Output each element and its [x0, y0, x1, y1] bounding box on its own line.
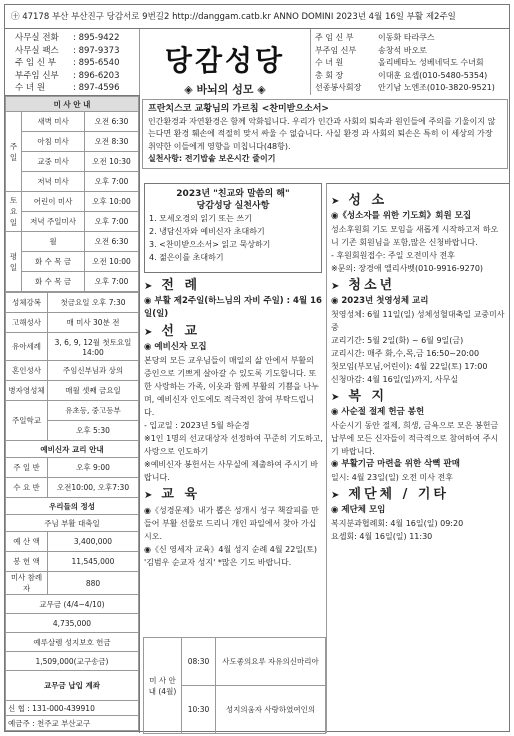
row-label: 미사 참례자 — [6, 572, 48, 595]
table-row — [6, 272, 139, 292]
youth-line: 첫모임(부모님,어린이): 4월 22일(토) 17:00 — [331, 362, 488, 371]
contact-value: : 896-6203 — [73, 70, 120, 81]
mass-time: 오후 7:00 — [85, 172, 139, 192]
table-row — [6, 313, 139, 333]
table-row — [6, 172, 139, 192]
table-row — [6, 132, 139, 152]
row-value: 첫금요일 오후 7:30 — [48, 293, 139, 313]
vocation-apply: - 후원회원접수: 주일 오전미사 전후 — [331, 251, 455, 260]
mass-group: 주일 — [6, 112, 22, 192]
mass-name: 저녁 미사 — [22, 172, 85, 192]
row-value: 오후 9:00 — [48, 458, 139, 478]
table-row — [6, 252, 139, 272]
mass-time: 오후 10:00 — [85, 192, 139, 212]
fund2-title: 예루살렘 성지보호 헌금 — [6, 633, 139, 652]
contact-info — [5, 29, 140, 95]
row-value: 유초등, 중고등부 — [48, 401, 139, 421]
arrow-icon: ➤ — [331, 490, 343, 501]
mass-time: 오전 6:30 — [85, 112, 139, 132]
row-label: 병자영성체 — [6, 381, 48, 401]
arrow-icon: ➤ — [331, 281, 343, 292]
table-row — [6, 572, 139, 595]
section-mission: ➤ 선 교 — [144, 324, 201, 339]
mass-name: 새벽 미사 — [22, 112, 85, 132]
table-row — [6, 232, 139, 252]
clergy-info — [310, 29, 509, 95]
account-line: 신 협 : 131-000-439910 — [6, 701, 139, 716]
mission-subtitle: ◉ 예비신자 모집 — [144, 342, 207, 352]
mass-name: 아침 미사 — [22, 132, 85, 152]
table-row — [6, 212, 139, 232]
youth-line: 교리시간: 매주 화,수,목,금 16:50~20:00 — [331, 349, 480, 358]
practice-subtitle: 당감성당 실천사항 — [196, 201, 270, 211]
practice-title: 2023년 "친교와 말씀의 해" — [176, 189, 290, 199]
teaching-body: 인간환경과 자연환경은 함께 악화됩니다. 우리가 인간과 사회의 퇴속과 원인들에 주의를 기울이지 않는다면 환경 훼손에 적절히 맞서 싸울 수 없습니다. 사실 환경 과 사회의 퇴손은 특히 이 세상의 가장 취약한 이들에게 영향을 미칩니다(48항). — [148, 116, 496, 151]
table-row — [6, 401, 139, 421]
arrow-icon: ➤ — [331, 392, 343, 403]
welfare-subtitle: ◉ 부활기금 마련을 위한 삭뼉 판매 — [331, 459, 460, 469]
mass-name: 화 수 목 금 — [22, 252, 85, 272]
row-value: 오전10:00, 오후7:30 — [48, 478, 139, 498]
mission-body: 본당의 모든 교우님들이 매일의 삶 안에서 부활의 증인으로 기쁘게 살아갈 수 있도록 기도합니다. 또한 사랑하는 가족, 이웃과 함께 부활의 기쁨을 나누며, 예비신자 인도에도 적극적인 참여 부탁드립니다. — [144, 356, 319, 417]
pope-teaching-box — [142, 99, 508, 169]
contact-value: : 897-4596 — [73, 83, 120, 93]
sacrament-table — [5, 292, 139, 731]
fund-value: 4,735,000 — [6, 614, 139, 633]
contact-label: 부주임 신부 — [15, 70, 59, 81]
intention-value: 사도좋의요루 자유의신마리아 — [216, 638, 326, 686]
mission-note: ※1인 1명의 선교대상자 선정하여 꾸준히 기도하고, 사랑으로 인도하기 — [144, 434, 323, 456]
table-row — [6, 293, 139, 313]
list-item: 1. 모세오경의 읽기 또는 쓰기 — [149, 214, 252, 223]
table-row — [6, 112, 139, 132]
catechumen-title: 예비신자 교리 안내 — [6, 441, 139, 458]
section-education: ➤ 교 육 — [144, 487, 201, 502]
mission-date: - 입교일 : 2023년 5월 하순경 — [144, 421, 250, 430]
mass-name: 교중 미사 — [22, 152, 85, 172]
arrow-icon: ➤ — [144, 327, 156, 338]
contact-label: 주 임 신 부 — [15, 58, 56, 68]
row-value: 오후 5:30 — [48, 421, 139, 441]
table-row — [6, 381, 139, 401]
section-organizations: ➤ 제단체 / 기타 — [331, 487, 449, 502]
mass-name: 어린이 미사 — [22, 192, 85, 212]
mass-schedule-title: 미 사 안 내 — [6, 97, 139, 112]
bulletin-page — [4, 4, 510, 732]
table-row — [6, 333, 139, 361]
fund2-value: 1,509,000(교구송금) — [6, 652, 139, 671]
mass-schedule-table — [5, 96, 139, 292]
intention-time: 10:30 — [182, 686, 216, 734]
offering-subtitle: 주님 부활 대축일 — [6, 515, 139, 532]
mass-intention-table — [143, 637, 326, 733]
contact-label: 사무실 팩스 — [15, 45, 59, 56]
mass-name: 화 수 목 금 — [22, 272, 85, 292]
row-label: 주일학교 — [6, 401, 48, 441]
offering-title: 우리들의 정성 — [6, 498, 139, 515]
address-bar: ㊉ 47178 부산 부산진구 당감서로 9번길2 http://danggam.catb.kr ANNO DOMINI 2023년 4월 16일 부활 제2주일 — [5, 5, 509, 29]
clergy-role: 총 회 장 — [315, 70, 344, 80]
clergy-role: 주 임 신 부 — [315, 33, 354, 42]
arrow-icon: ➤ — [144, 281, 156, 292]
row-label: 주 일 반 — [6, 458, 48, 478]
vocation-body: 성소후원회 기도 모임을 새롭게 시작하고저 하오니 기존 회원님을 포함,많은 신청바랍니다. — [331, 225, 499, 247]
account-title: 교무금 납입 계좌 — [6, 671, 139, 701]
vocation-contact: ※문의: 장경애 엘리사벳(010-9916-9270) — [331, 264, 484, 273]
list-item: 3. <찬미받으소서> 읽고 묵상하기 — [149, 240, 271, 249]
section-vocation: ➤ 성 소 — [331, 193, 388, 208]
mass-time: 오후 7:00 — [85, 212, 139, 232]
table-row — [6, 458, 139, 478]
clergy-name: 이동화 타라쿠스 — [378, 33, 435, 42]
mass-group: 평일 — [6, 232, 22, 292]
middle-column — [144, 275, 324, 569]
org-subtitle: ◉ 제단체 모임 — [331, 505, 386, 515]
row-value: 880 — [48, 572, 139, 595]
row-label: 예 산 액 — [6, 532, 48, 552]
mass-group: 토요일 — [6, 192, 22, 232]
section-youth: ➤ 청소년 — [331, 278, 396, 293]
org-line: 요셉회: 4월 16일(일) 11:30 — [331, 532, 433, 541]
welfare-body: 사순시기 동안 절제, 희생, 금욕으로 모은 봉헌금 납부에 모든 신자들이 적극적으로 참여하여 주시기 바랍니다. — [331, 421, 499, 456]
liturgy-item: ◉ 부활 제2주일(하느님의 자비 주일) : 4월 16일(일) — [144, 296, 322, 319]
welfare-subtitle: ◉ 사순절 절제 헌금 봉헌 — [331, 407, 425, 417]
mass-name: 월 — [22, 232, 85, 252]
clergy-role: 부주임 신부 — [315, 45, 357, 55]
contact-value: : 895-9422 — [73, 33, 120, 43]
row-value: 주임신부님과 상의 — [48, 361, 139, 381]
table-row — [6, 552, 139, 572]
practice-box — [144, 183, 322, 273]
mission-note: ※예비신자 봉헌서는 사무실에 제출하여 주시기 바랍니다. — [144, 460, 318, 482]
table-row — [6, 152, 139, 172]
table-row — [6, 478, 139, 498]
youth-subtitle: ◉ 2023년 첫영성체 교리 — [331, 296, 429, 306]
vocation-subtitle: ◉《성소자를 위한 기도회》회원 모집 — [331, 211, 472, 221]
contact-label: 수 녀 원 — [15, 83, 46, 93]
mass-time: 오후 7:00 — [85, 272, 139, 292]
arrow-icon: ➤ — [144, 490, 156, 501]
youth-line: 신청마감: 4월 16일(일)까지, 사무실 — [331, 375, 459, 384]
youth-line: 교리기간: 5월 2일(화) ~ 6월 9일(금) — [331, 336, 464, 345]
org-line: 복지분과협례회: 4월 16일(일) 09:20 — [331, 519, 464, 528]
contact-value: : 895-6540 — [73, 58, 120, 68]
parish-title: 당감성당 — [164, 44, 286, 77]
mass-time: 오전 10:00 — [85, 252, 139, 272]
mass-name: 저녁 주일미사 — [22, 212, 85, 232]
row-label: 봉 헌 액 — [6, 552, 48, 572]
intention-label: 미 사 안 내 (4월) — [144, 638, 182, 734]
intention-value: 성지의움자 사랑하였여인의 — [216, 686, 326, 734]
masthead — [140, 29, 310, 95]
clergy-role: 수 녀 원 — [315, 58, 344, 67]
list-item: 4. 젊은이를 초대하기 — [149, 253, 224, 262]
clergy-name: 송창석 바오로 — [378, 45, 427, 55]
mass-time: 오전 8:30 — [85, 132, 139, 152]
row-label: 성체강복 — [6, 293, 48, 313]
left-column — [5, 95, 140, 733]
teaching-title: 프란치스코 교황님의 가르침 <찬미받으소서> — [148, 104, 329, 114]
mass-time: 오전 10:30 — [85, 152, 139, 172]
contact-value: : 897-9373 — [73, 45, 120, 56]
clergy-name: 이대훈 요셉(010-5480-5354) — [378, 70, 488, 80]
mass-time: 오전 6:30 — [85, 232, 139, 252]
clergy-role: 선종봉사회장 — [315, 83, 362, 92]
table-row — [6, 361, 139, 381]
welfare-body: 일시: 4월 23일(일) 오전 미사 전후 — [331, 473, 453, 482]
row-label: 고해성사 — [6, 313, 48, 333]
fund-title: 교무금 (4/4~4/10) — [6, 595, 139, 614]
list-item: 2. 냉담신자와 예비신자 초대하기 — [149, 227, 265, 236]
intention-time: 08:30 — [182, 638, 216, 686]
contact-label: 사무실 전화 — [15, 33, 59, 43]
youth-line: 첫영성체: 6월 11일(일) 성체성혈대축일 교중미사 중 — [331, 310, 505, 332]
teaching-practice: 실천사항: 전기밥솥 보온시간 줄이기 — [148, 154, 276, 163]
table-row — [6, 532, 139, 552]
row-value: 매월 셋째 금요일 — [48, 381, 139, 401]
row-value: 3,400,000 — [48, 532, 139, 552]
table-row — [6, 192, 139, 212]
table-row — [144, 638, 326, 686]
row-label: 수 요 반 — [6, 478, 48, 498]
clergy-name: 올리베타노 성베네딕도 수녀회 — [378, 58, 484, 67]
row-label: 혼인성사 — [6, 361, 48, 381]
section-liturgy: ➤ 전 례 — [144, 278, 201, 293]
row-value: 매 미사 30분 전 — [48, 313, 139, 333]
parish-subtitle: ◈ 바뇌의 성모 ◈ — [184, 83, 266, 96]
right-column — [326, 183, 509, 733]
account-line: 예금주 : 천주교 부산교구 — [6, 716, 139, 731]
education-item: ◉《성경문제》내가 뽑은 성개시 성구 책갈피를 만들어 부활 선물로 드리니 개인 파일에서 찾아 가십시오. — [144, 506, 319, 541]
arrow-icon: ➤ — [331, 196, 343, 207]
row-label: 유아세례 — [6, 333, 48, 361]
row-value: 3, 6, 9, 12월 첫토요일 14:00 — [48, 333, 139, 361]
section-welfare: ➤ 복 지 — [331, 389, 388, 404]
row-value: 11,545,000 — [48, 552, 139, 572]
education-item: ◉《신 영세자 교육》4월 성지 순례 4월 22일(토) '김범우 순교자 성지' *많은 기도 바랍니다. — [144, 545, 318, 567]
clergy-name: 안기남 노엔조(010-3820-9521) — [378, 83, 495, 92]
